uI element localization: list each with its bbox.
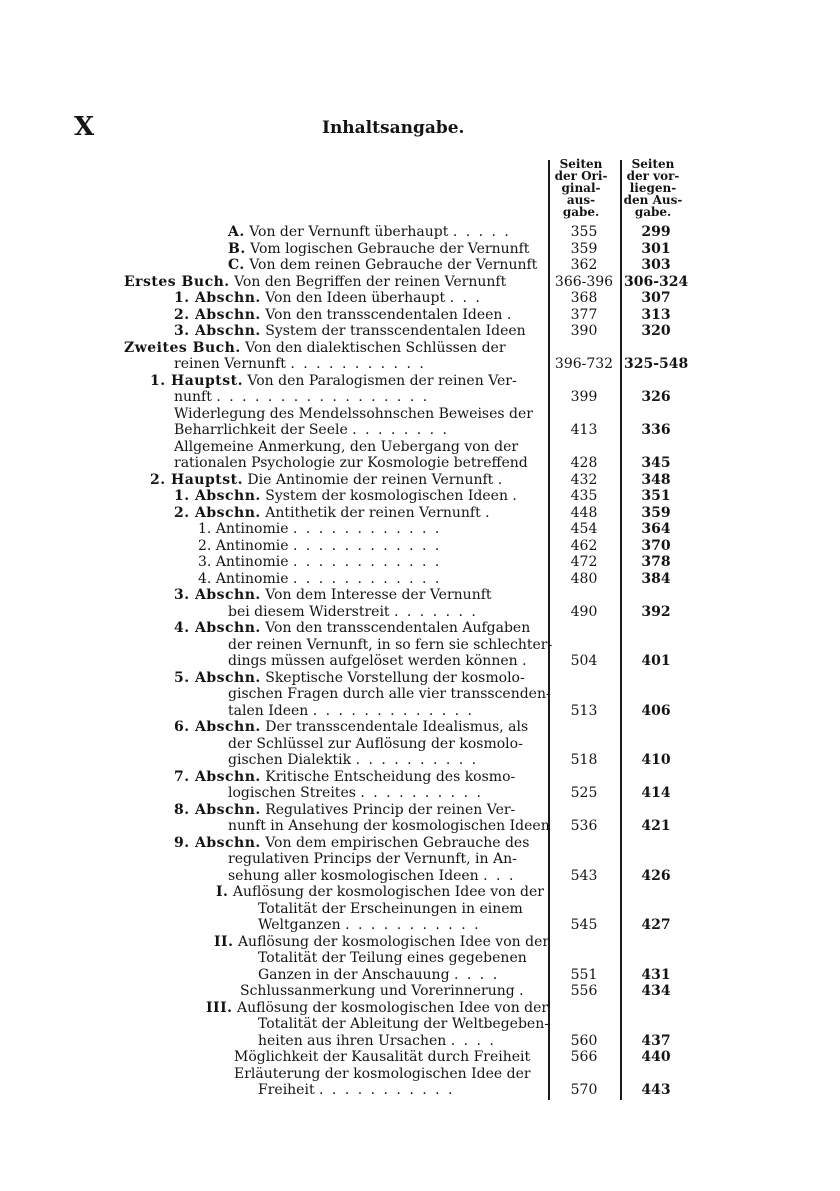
toc-entry-text — [216, 884, 544, 901]
page-original: 556 — [570, 983, 598, 999]
toc-leader-dots: . . . . . . . . . . — [360, 785, 483, 801]
page-original: 362 — [570, 257, 598, 273]
toc-entry — [0, 719, 840, 736]
toc-entry-text — [228, 653, 529, 670]
toc-entry-label: 6. Abschn. — [174, 719, 261, 735]
toc-entry-title: Freiheit — [258, 1082, 315, 1098]
toc-entry — [0, 323, 840, 340]
page-present: 426 — [641, 867, 671, 884]
toc-entry-title: Widerlegung des Mendelssohnschen Beweises der — [174, 405, 533, 422]
toc-entry-text — [228, 785, 483, 802]
page-present: 434 — [641, 983, 671, 999]
toc-entry-text — [174, 620, 530, 637]
page-present: 325-548 — [624, 356, 689, 372]
toc-entry-title: gischen Dialektik — [228, 752, 352, 768]
toc-leader-dots: . . . . . . . . . . . . . . . . . — [216, 389, 430, 405]
page-present: 313 — [641, 306, 671, 323]
toc-entry-text — [258, 901, 523, 918]
toc-leader-dots: . . . . . . . . . . . — [290, 356, 426, 372]
toc-leader-dots: . . . . — [454, 966, 500, 983]
toc-entry — [0, 868, 840, 885]
toc-leader-dots: . . . . . . . . . . . . — [292, 554, 442, 570]
toc-leader-dots: . . . . . . . . . . . — [345, 917, 481, 933]
toc-entry-title: Von den transscendentalen Ideen — [265, 306, 503, 323]
toc-entry-title: talen Ideen — [228, 702, 309, 719]
page-original: 560 — [570, 1032, 598, 1049]
page-present: 440 — [641, 1049, 671, 1065]
toc-entry-title: 1. Antinomie — [198, 521, 289, 537]
page-original: 566 — [570, 1049, 598, 1065]
toc-entry-title: Von dem Interesse der Vernunft — [265, 587, 492, 603]
page-present: 345 — [641, 455, 671, 471]
page-present: 359 — [641, 504, 671, 521]
toc-entry-title: Kritische Entscheidung des kosmo- — [265, 768, 516, 785]
page-present: 370 — [641, 537, 671, 554]
toc-entry-title: Allgemeine Anmerkung, den Uebergang von der — [174, 438, 519, 455]
toc-entry-title: Von den transscendentalen Aufgaben — [265, 620, 531, 636]
toc-entry-label: III. — [206, 999, 233, 1016]
toc-entry-text — [258, 967, 499, 984]
page-original: 545 — [570, 917, 598, 933]
toc-entry-text — [258, 1082, 455, 1099]
toc-leader-dots: . — [522, 653, 529, 669]
toc-entry-label: 8. Abschn. — [174, 801, 261, 818]
toc-entry — [0, 736, 840, 753]
toc-entry-label: 3. Abschn. — [174, 323, 261, 339]
toc-entry-title: Regulatives Princip der reinen Ver- — [265, 801, 516, 818]
page-present: 378 — [641, 554, 671, 570]
page-original: 454 — [570, 521, 598, 537]
toc-entry-title: Von dem empirischen Gebrauche des — [265, 834, 530, 851]
toc-entry-title: Möglichkeit der Kausalität durch Freiheit — [234, 1049, 531, 1065]
toc-leader-dots: . — [485, 504, 492, 521]
toc-entry-text — [174, 422, 449, 439]
page-original: 377 — [570, 306, 598, 323]
page-present: 410 — [641, 752, 671, 768]
toc-entry-text — [228, 752, 478, 769]
toc-leader-dots: . . . . . — [452, 224, 511, 240]
page-original: 551 — [570, 966, 598, 983]
toc-entry-label: C. — [228, 257, 245, 273]
toc-entry-title: Vom logischen Gebrauche der Vernunft — [250, 240, 530, 257]
toc-entry-label: 5. Abschn. — [174, 669, 261, 686]
page-original: 366-396 — [554, 273, 614, 290]
page-title: Inhaltsangabe. — [322, 118, 465, 138]
page-present: 299 — [641, 224, 671, 240]
toc-entry-label: B. — [228, 240, 246, 257]
toc-entry — [0, 554, 840, 571]
toc-entry — [0, 785, 840, 802]
toc-entry — [0, 274, 840, 291]
column-header-original-edition: Seiten der Ori- ginal- aus- gabe. — [554, 157, 608, 219]
toc-entry-title: bei diesem Widerstreit — [228, 603, 390, 620]
toc-entry-text — [258, 1016, 549, 1033]
page-present: 306-324 — [624, 273, 689, 290]
toc-entry-text — [228, 686, 551, 703]
page-present: 326 — [641, 389, 671, 405]
toc-entry-title: gischen Fragen durch alle vier transscenden- — [228, 686, 551, 702]
toc-entry — [0, 340, 840, 357]
toc-entry-text — [258, 950, 527, 967]
toc-entry — [0, 356, 840, 373]
toc-entry-text — [174, 307, 513, 324]
toc-leader-dots: . . . . . . . — [394, 603, 478, 620]
toc-entry — [0, 653, 840, 670]
toc-entry — [0, 884, 840, 901]
toc-entry-text — [228, 224, 511, 241]
toc-entry-text — [174, 406, 533, 423]
page-original: 435 — [570, 488, 598, 504]
toc-entry-label: I. — [216, 884, 229, 900]
toc-entry — [0, 967, 840, 984]
toc-entry-title: sehung aller kosmologischen Ideen — [228, 867, 479, 884]
toc-entry-title: Erläuterung der kosmologischen Idee der — [234, 1065, 531, 1082]
toc-entry-title: Von den dialektischen Schlüssen der — [245, 339, 506, 356]
toc-entry — [0, 637, 840, 654]
toc-leader-dots: . . . . . . . . . . . . — [292, 537, 442, 554]
toc-entry-text — [198, 554, 441, 571]
toc-entry-text — [206, 1000, 548, 1017]
page-original: 462 — [570, 537, 598, 554]
toc-entry — [0, 241, 840, 258]
page-present: 364 — [641, 521, 671, 537]
page-original: 480 — [570, 570, 598, 587]
toc-entry — [0, 835, 840, 852]
toc-entry-text — [228, 637, 552, 654]
page-number: X — [74, 112, 95, 142]
toc-entry-title: heiten aus ihren Ursachen — [258, 1032, 447, 1049]
toc-entry — [0, 406, 840, 423]
toc-entry-label: 1. Hauptst. — [150, 372, 243, 389]
toc-entry-title: nunft in Ansehung der kosmologischen Ideen — [228, 818, 550, 834]
toc-leader-dots: . . . . . . . . . . — [355, 752, 479, 768]
toc-entry — [0, 439, 840, 456]
toc-entry-label: Erstes Buch. — [124, 273, 230, 290]
toc-entry-title: Antithetik der reinen Vernunft — [265, 504, 481, 521]
toc-entry — [0, 224, 840, 241]
toc-entry-title: reinen Vernunft — [174, 356, 286, 372]
toc-entry — [0, 455, 840, 472]
toc-entry-text — [174, 290, 482, 307]
toc-entry-text — [174, 587, 492, 604]
page-present: 336 — [641, 422, 671, 438]
toc-entry-title: Die Antinomie der reinen Vernunft — [247, 471, 494, 488]
toc-entry-title: Auflösung der kosmologischen Idee von der — [236, 999, 549, 1016]
page-present: 351 — [641, 488, 671, 504]
toc-entry-title: Von der Vernunft überhaupt — [249, 224, 449, 240]
toc-entry-title: Ganzen in der Anschauung — [258, 966, 450, 983]
toc-entry-label: 1. Abschn. — [174, 290, 261, 306]
toc-entry-label: 9. Abschn. — [174, 834, 261, 851]
page-original: 513 — [570, 702, 598, 719]
toc-entry — [0, 472, 840, 489]
toc-entry-title: Totalität der Erscheinungen in einem — [258, 900, 523, 917]
toc-entry — [0, 373, 840, 390]
toc-entry-title: Totalität der Teilung eines gegebenen — [258, 950, 527, 966]
toc-entry — [0, 389, 840, 406]
toc-entry-text — [124, 340, 506, 357]
toc-entry — [0, 901, 840, 918]
page-present: 307 — [641, 290, 671, 306]
toc-entry-label: 3. Abschn. — [174, 587, 261, 603]
page-present: 392 — [641, 603, 671, 620]
page-original: 399 — [570, 389, 598, 405]
toc-entry-text — [228, 604, 478, 621]
page-original: 359 — [570, 240, 598, 257]
toc-entry — [0, 1016, 840, 1033]
toc-leader-dots: . — [519, 983, 526, 999]
toc-entry-title: Von den Begriffen der reinen Vernunft — [234, 273, 507, 290]
toc-entry — [0, 290, 840, 307]
toc-leader-dots: . . . . . . . . — [352, 422, 449, 438]
toc-entry-text — [258, 917, 481, 934]
toc-entry-label: 2. Abschn. — [174, 504, 261, 521]
toc-entry — [0, 1066, 840, 1083]
toc-entry — [0, 818, 840, 835]
page-original: 536 — [570, 818, 598, 834]
column-header-present-edition: Seiten der vor- liegen- den Aus- gabe. — [623, 157, 683, 219]
page-present: 320 — [641, 323, 671, 339]
toc-leader-dots: . — [497, 471, 505, 488]
toc-entry-title: dings müssen aufgelöset werden können — [228, 653, 518, 669]
toc-entry-text — [228, 257, 537, 274]
toc-entry-title: Skeptische Vorstellung der kosmolo- — [265, 669, 525, 686]
toc-entry — [0, 521, 840, 538]
table-of-contents — [0, 224, 840, 1099]
toc-entry-text — [198, 538, 441, 555]
toc-entry-title: 4. Antinomie — [198, 570, 289, 587]
page-original: 432 — [570, 471, 598, 488]
toc-entry — [0, 851, 840, 868]
toc-entry — [0, 1049, 840, 1066]
toc-entry-text — [174, 505, 492, 522]
toc-entry — [0, 571, 840, 588]
toc-entry-text — [228, 868, 515, 885]
toc-entry — [0, 1033, 840, 1050]
toc-entry — [0, 802, 840, 819]
toc-entry-text — [228, 703, 474, 720]
page-original: 396-732 — [554, 356, 614, 372]
toc-entry-title: System der transscendentalen Ideen — [265, 323, 526, 339]
toc-entry — [0, 620, 840, 637]
page-present: 401 — [641, 653, 671, 669]
toc-entry-text — [174, 835, 529, 852]
toc-entry — [0, 505, 840, 522]
toc-entry-text — [198, 521, 441, 538]
page-original: 504 — [570, 653, 598, 669]
page-original: 490 — [570, 603, 598, 620]
toc-entry — [0, 422, 840, 439]
toc-entry-text — [174, 802, 515, 819]
toc-entry-text — [214, 934, 549, 951]
toc-entry-text — [174, 670, 525, 687]
toc-entry — [0, 257, 840, 274]
page-present: 406 — [641, 702, 671, 719]
toc-entry-text — [174, 769, 515, 786]
toc-entry-label: 2. Abschn. — [174, 306, 261, 323]
toc-leader-dots: . . . — [483, 867, 516, 884]
toc-leader-dots: . . . . . . . . . . . . — [292, 570, 442, 587]
toc-entry-label: 1. Abschn. — [174, 488, 261, 504]
toc-entry-label: 4. Abschn. — [174, 620, 261, 636]
page-present: 427 — [641, 917, 671, 933]
toc-entry-title: Auflösung der kosmologischen Idee von der — [237, 933, 550, 950]
toc-entry-title: Auflösung der kosmologischen Idee von der — [232, 884, 545, 900]
toc-entry — [0, 686, 840, 703]
toc-entry-text — [174, 356, 426, 373]
page-present: 431 — [641, 966, 671, 983]
page-present: 414 — [641, 785, 671, 801]
toc-entry — [0, 769, 840, 786]
toc-entry-title: Von dem reinen Gebrauche der Vernunft — [249, 257, 538, 273]
toc-entry-title: 2. Antinomie — [198, 537, 289, 554]
toc-entry-text — [174, 439, 518, 456]
toc-entry-title: Der transscendentale Idealismus, als — [265, 719, 529, 735]
toc-entry-text — [228, 241, 529, 258]
toc-entry-text — [234, 1049, 530, 1066]
toc-entry-label: II. — [214, 933, 234, 950]
toc-leader-dots: . — [506, 306, 514, 323]
toc-leader-dots: . . . . . . . . . . . . . — [312, 702, 474, 719]
toc-entry-title: System der kosmologischen Ideen — [265, 488, 508, 504]
toc-entry — [0, 604, 840, 621]
toc-entry-title: nunft — [174, 389, 212, 405]
toc-entry — [0, 703, 840, 720]
toc-leader-dots: . . . . . . . . . . . — [319, 1082, 455, 1098]
toc-entry-text — [174, 323, 526, 340]
toc-entry-title: Beharrlichkeit der Seele — [174, 422, 348, 438]
toc-entry — [0, 1082, 840, 1099]
toc-entry-text — [228, 736, 523, 753]
page-original: 355 — [570, 224, 598, 240]
toc-entry-title: der reinen Vernunft, in so fern sie schlechter- — [228, 636, 553, 653]
page-original: 543 — [570, 867, 598, 884]
toc-entry-text — [198, 571, 441, 588]
page-original: 368 — [570, 290, 598, 306]
page-present: 303 — [641, 257, 671, 273]
toc-entry-title: Weltganzen — [258, 917, 341, 933]
page-original: 472 — [570, 554, 598, 570]
toc-leader-dots: . — [512, 488, 519, 504]
page-original: 390 — [570, 323, 598, 339]
toc-entry — [0, 983, 840, 1000]
page-present: 421 — [641, 818, 671, 834]
toc-entry — [0, 488, 840, 505]
toc-leader-dots: . . . — [449, 290, 482, 306]
toc-entry-text — [240, 983, 526, 1000]
toc-entry — [0, 752, 840, 769]
toc-leader-dots: . . . . . . . . . . . . — [292, 521, 442, 537]
toc-entry — [0, 670, 840, 687]
toc-entry-text — [124, 274, 506, 291]
toc-entry-title: Totalität der Ableitung der Weltbegeben- — [258, 1016, 549, 1032]
toc-entry — [0, 1000, 840, 1017]
toc-entry-title: Von den Paralogismen der reinen Ver- — [247, 372, 517, 389]
toc-entry-text — [228, 851, 517, 868]
page-original: 570 — [570, 1082, 598, 1098]
page-present: 437 — [641, 1032, 671, 1049]
toc-leader-dots: . . . . — [450, 1032, 496, 1049]
toc-entry-text — [174, 455, 528, 472]
toc-entry-text — [258, 1033, 496, 1050]
toc-entry-text — [174, 488, 519, 505]
toc-entry-text — [228, 818, 550, 835]
page-present: 348 — [641, 471, 671, 488]
toc-entry-label: 7. Abschn. — [174, 768, 261, 785]
toc-entry-label: Zweites Buch. — [124, 339, 241, 356]
toc-entry — [0, 587, 840, 604]
toc-entry-text — [234, 1066, 531, 1083]
toc-entry — [0, 917, 840, 934]
toc-entry-text — [174, 389, 429, 406]
toc-entry — [0, 950, 840, 967]
toc-entry — [0, 538, 840, 555]
toc-entry-title: Von den Ideen überhaupt — [265, 290, 446, 306]
page-original: 448 — [570, 504, 598, 521]
page-original: 525 — [570, 785, 598, 801]
toc-entry-title: Schlussanmerkung und Vorerinnerung — [240, 983, 515, 999]
toc-entry — [0, 934, 840, 951]
page-present: 384 — [641, 570, 671, 587]
page-original: 413 — [570, 422, 598, 438]
toc-entry-text — [174, 719, 528, 736]
toc-entry-title: rationalen Psychologie zur Kosmologie betreffend — [174, 455, 528, 471]
toc-entry-title: regulativen Princips der Vernunft, in An- — [228, 851, 517, 867]
toc-entry-title: logischen Streites — [228, 785, 356, 801]
toc-entry-title: 3. Antinomie — [198, 554, 289, 570]
toc-entry-text — [150, 373, 517, 390]
toc-entry-label: 2. Hauptst. — [150, 471, 243, 488]
page-present: 301 — [641, 240, 671, 257]
toc-entry — [0, 307, 840, 324]
page-original: 428 — [570, 455, 598, 471]
page-original: 518 — [570, 752, 598, 768]
toc-entry-title: der Schlüssel zur Auflösung der kosmolo- — [228, 735, 523, 752]
page-present: 443 — [641, 1082, 671, 1098]
toc-entry-text — [150, 472, 504, 489]
toc-entry-label: A. — [228, 224, 245, 240]
